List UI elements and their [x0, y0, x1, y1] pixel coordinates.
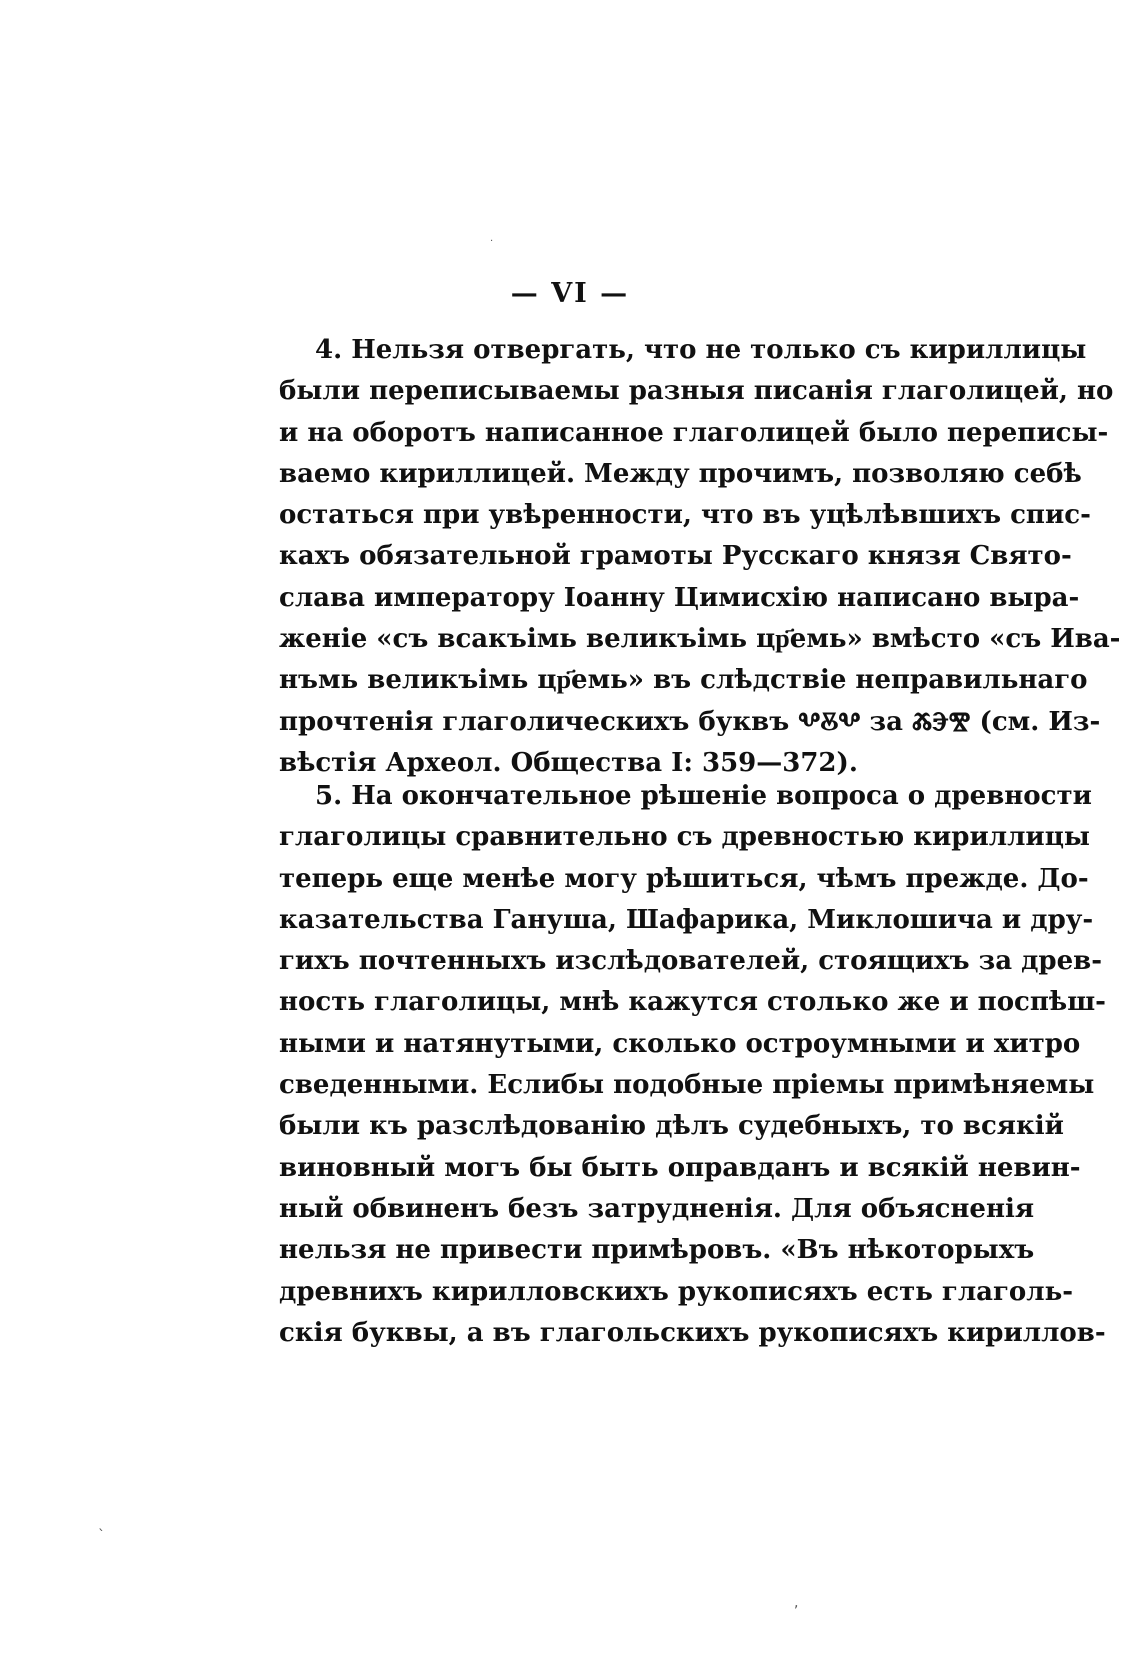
paper-speck: ·: [490, 236, 494, 247]
text-line: 5. На окончательное рѣшеніе вопроса о древности: [315, 781, 1092, 811]
text-line: гихъ почтенныхъ изслѣдователей, стоящихъ за древ-: [279, 946, 1103, 977]
text-line: остаться при увѣренности, что въ уцѣлѣвшихъ спис-: [279, 500, 1091, 531]
text-line: и на оборотъ написанное глаголицей было переписы-: [279, 417, 1109, 448]
text-line: сведенными. Еслибы подобные пріемы примѣняемы: [279, 1070, 1095, 1101]
text-line: кахъ обязательной грамоты Русскаго князя Свято-: [279, 541, 1072, 572]
text-line: виновный могъ бы быть оправданъ и всякій невин-: [279, 1152, 1081, 1183]
text-line: были переписываемы разныя писанія глаголицей, но: [279, 376, 1114, 407]
text-line: ный обвиненъ безъ затрудненія. Для объясненія: [279, 1193, 1035, 1224]
text-line: глаголицы сравнительно съ древностью кириллицы: [279, 822, 1090, 853]
text-line: были къ разслѣдованію дѣлъ судебныхъ, то всякій: [279, 1111, 1064, 1142]
paper-speck: ,: [794, 1595, 799, 1611]
text-line: скія буквы, а въ глагольскихъ рукописяхъ кириллов-: [279, 1317, 1106, 1348]
text-line: 4. Нельзя отвергать, что не только съ кириллицы: [315, 335, 1087, 365]
page-number: — VI —: [510, 278, 630, 309]
text-line: вѣстія Археол. Общества I: 359—372).: [279, 747, 858, 778]
paper-speck: `: [98, 1528, 105, 1544]
paragraph-5: [279, 776, 1106, 1354]
text-line: нъмь великъімь цр҃емь» въ слѣдствіе неправильнаго: [279, 665, 1088, 696]
text-line: теперь еще менѣе могу рѣшиться, чѣмъ прежде. До-: [279, 863, 1089, 894]
text-line: нельзя не привести примѣровъ. «Въ нѣкоторыхъ: [279, 1235, 1035, 1266]
paragraph-4: [279, 330, 1121, 784]
text-line: казательства Гануша, Шафарика, Миклошича и дру-: [279, 904, 1094, 935]
text-line: ваемо кириллицей. Между прочимъ, позволяю себѣ: [279, 458, 1082, 489]
text-line: древнихъ кирилловскихъ рукописяхъ есть глаголь-: [279, 1276, 1074, 1307]
text-line: ность глаголицы, мнѣ кажутся столько же и поспѣш-: [279, 987, 1106, 1018]
text-line: ными и натянутыми, сколько остроумными и хитро: [279, 1028, 1081, 1059]
text-line: слава императору Іоанну Цимисхію написано выра-: [279, 582, 1080, 613]
text-line: женіе «съ всакъімь великъімь цр҃емь» вмѣсто «съ Ива-: [279, 624, 1121, 655]
text-line: прочтенія глаголическихъ буквъ ⰂⰋⰂ за ⰆⰅⰊ (см. Из-: [279, 706, 1101, 737]
